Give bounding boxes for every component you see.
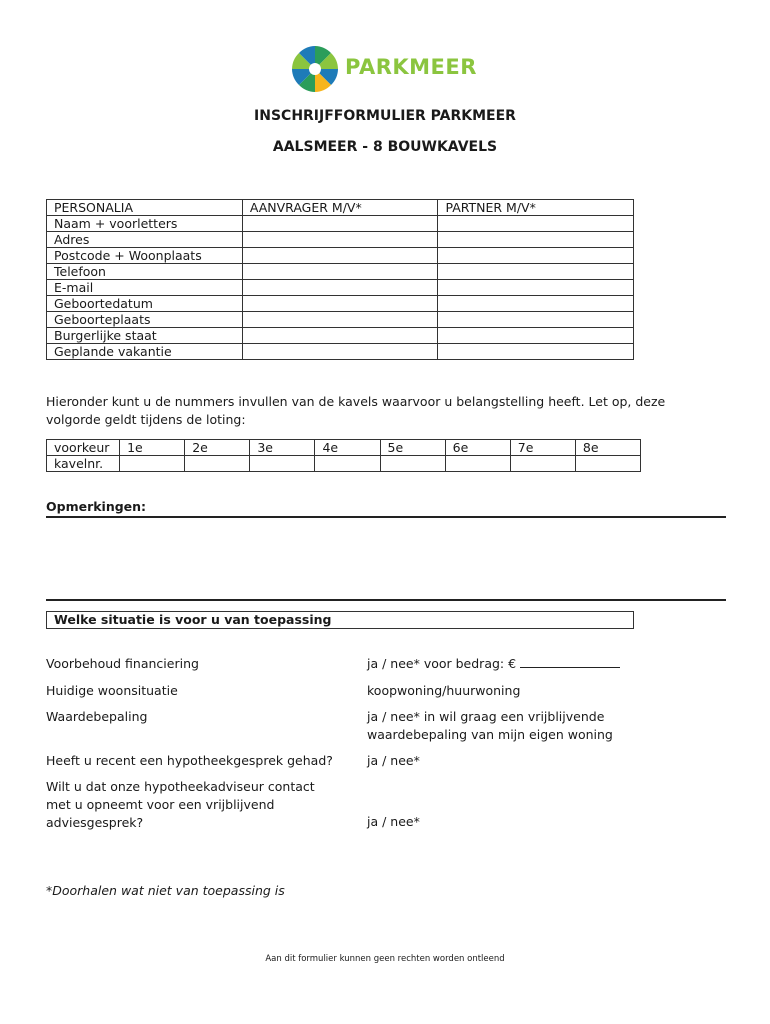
row-label: Geboortedatum <box>47 296 243 312</box>
footnote: *Doorhalen wat niet van toepassing is <box>46 883 285 898</box>
row-label: Adres <box>47 232 243 248</box>
aanvrager-field[interactable] <box>242 344 438 360</box>
kavelnr-field[interactable] <box>315 456 380 472</box>
voorkeur-label: voorkeur <box>47 440 120 456</box>
answer-hypotheekgesprek[interactable]: ja / nee* <box>367 753 420 768</box>
row-label: Geplande vakantie <box>47 344 243 360</box>
aanvrager-field[interactable] <box>242 312 438 328</box>
header-partner: PARTNER M/V* <box>438 200 634 216</box>
question-waardebepaling: Waardebepaling <box>46 709 148 724</box>
row-label: E-mail <box>47 280 243 296</box>
table-row <box>47 248 634 264</box>
partner-field[interactable] <box>438 264 634 280</box>
row-label: Burgerlijke staat <box>47 328 243 344</box>
table-row <box>47 296 634 312</box>
voorkeur-col: 3e <box>250 440 315 456</box>
answer-adviesgesprek[interactable]: ja / nee* <box>367 814 420 829</box>
question-adviesgesprek: Wilt u dat onze hypotheekadviseur contact met u opneemt voor een vrijblijvend adviesgesprek? <box>46 779 315 830</box>
aanvrager-field[interactable] <box>242 248 438 264</box>
divider-bottom <box>46 599 726 601</box>
table-row <box>47 264 634 280</box>
disclaimer: Aan dit formulier kunnen geen rechten worden ontleend <box>265 954 505 964</box>
aanvrager-field[interactable] <box>242 296 438 312</box>
table-row <box>47 312 634 328</box>
partner-field[interactable] <box>438 248 634 264</box>
opmerkingen-field[interactable] <box>46 519 726 599</box>
partner-field[interactable] <box>438 312 634 328</box>
partner-field[interactable] <box>438 280 634 296</box>
answer-woonsituatie[interactable]: koopwoning/huurwoning <box>367 683 521 698</box>
situatie-heading: Welke situatie is voor u van toepassing <box>54 612 332 627</box>
aanvrager-field[interactable] <box>242 328 438 344</box>
voorkeur-col: 8e <box>575 440 640 456</box>
bedrag-field[interactable] <box>520 657 620 668</box>
kavelnr-field[interactable] <box>185 456 250 472</box>
kavelnr-field[interactable] <box>250 456 315 472</box>
header-personalia: PERSONALIA <box>47 200 243 216</box>
kavel-header-row <box>47 440 641 456</box>
partner-field[interactable] <box>438 344 634 360</box>
partner-field[interactable] <box>438 296 634 312</box>
partner-field[interactable] <box>438 232 634 248</box>
voorkeur-col: 7e <box>510 440 575 456</box>
row-label: Postcode + Woonplaats <box>47 248 243 264</box>
aanvrager-field[interactable] <box>242 232 438 248</box>
kavelnr-row <box>47 456 641 472</box>
logo-text: PARKMEER <box>345 55 477 79</box>
kavelnr-field[interactable] <box>380 456 445 472</box>
aanvrager-field[interactable] <box>242 216 438 232</box>
partner-field[interactable] <box>438 328 634 344</box>
kavel-table <box>46 439 641 472</box>
table-row <box>47 328 634 344</box>
header-aanvrager: AANVRAGER M/V* <box>242 200 438 216</box>
answer-text: ja / nee* voor bedrag: € <box>367 656 517 671</box>
kavelnr-label: kavelnr. <box>47 456 120 472</box>
voorkeur-col: 1e <box>120 440 185 456</box>
table-row <box>47 232 634 248</box>
voorkeur-col: 5e <box>380 440 445 456</box>
answer-financiering[interactable] <box>367 655 620 673</box>
divider-top <box>46 516 726 518</box>
personalia-table <box>46 199 634 360</box>
row-label: Naam + voorletters <box>47 216 243 232</box>
kavelnr-field[interactable] <box>575 456 640 472</box>
table-header-row <box>47 200 634 216</box>
row-label: Telefoon <box>47 264 243 280</box>
form-title: INSCHRIJFFORMULIER PARKMEER <box>254 108 516 124</box>
opmerkingen-label: Opmerkingen: <box>46 499 147 514</box>
table-row <box>47 344 634 360</box>
form-subtitle: AALSMEER - 8 BOUWKAVELS <box>272 139 498 155</box>
table-row <box>47 280 634 296</box>
voorkeur-col: 4e <box>315 440 380 456</box>
voorkeur-col: 2e <box>185 440 250 456</box>
kavel-instructions: Hieronder kunt u de nummers invullen van de kavels waarvoor u belangstelling heeft. Let op, deze volgorde geldt tijdens de loting: <box>46 394 666 427</box>
table-row <box>47 216 634 232</box>
answer-waardebepaling[interactable]: ja / nee* in wil graag een vrijblijvende waardebepaling van mijn eigen woning <box>367 709 613 742</box>
question-hypotheekgesprek: Heeft u recent een hypotheekgesprek gehad? <box>46 753 333 768</box>
kavelnr-field[interactable] <box>510 456 575 472</box>
aanvrager-field[interactable] <box>242 264 438 280</box>
kavelnr-field[interactable] <box>445 456 510 472</box>
logo-mark-icon <box>289 44 341 94</box>
aanvrager-field[interactable] <box>242 280 438 296</box>
question-woonsituatie: Huidige woonsituatie <box>46 683 178 698</box>
question-financiering: Voorbehoud financiering <box>46 656 199 671</box>
voorkeur-col: 6e <box>445 440 510 456</box>
kavelnr-field[interactable] <box>120 456 185 472</box>
row-label: Geboorteplaats <box>47 312 243 328</box>
partner-field[interactable] <box>438 216 634 232</box>
